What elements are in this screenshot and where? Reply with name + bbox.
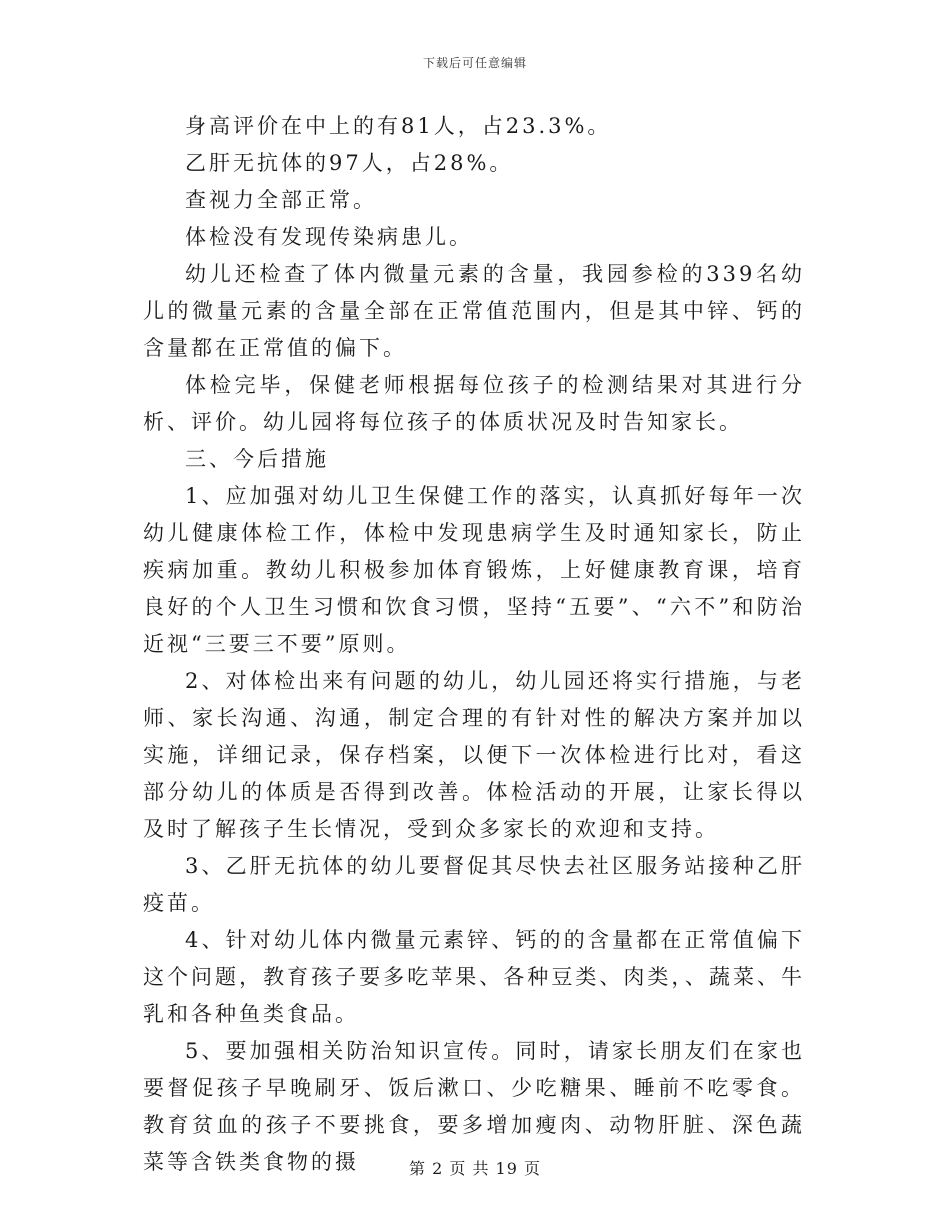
section-heading-future-measures: 三、今后措施 <box>185 447 329 471</box>
document-body <box>143 108 805 1181</box>
measure-item-1: 1、应加强对幼儿卫生保健工作的落实，认真抓好每年一次幼儿健康体检工作，体检中发现患病学生及时通知家长，防止疾病加重。教幼儿积极参加体育锻炼，上好健康教育课，培育良好的个人卫生习惯和饮食习惯，坚持“五要”、“六不”和防治近视“三要三不要”原则。 <box>143 484 805 656</box>
measure-item-3: 3、乙肝无抗体的幼儿要督促其尽快去社区服务站接种乙肝疫苗。 <box>143 854 805 915</box>
paragraph-analysis-evaluation: 体检完毕，保健老师根据每位孩子的检测结果对其进行分析、评价。幼儿园将每位孩子的体质状况及时告知家长。 <box>143 373 805 434</box>
paragraph-infectious-disease: 体检没有发现传染病患儿。 <box>185 225 473 249</box>
page-header: 下载后可任意编辑 <box>422 56 527 70</box>
measure-item-5: 5、要加强相关防治知识宣传。同时，请家长朋友们在家也要督促孩子早晚刷牙、饭后漱口、少吃糖果、睡前不吃零食。教育贫血的孩子不要挑食，要多增加瘦肉、动物肝脏、深色蔬菜等含铁类食物的摄 <box>143 1039 805 1174</box>
measure-item-4: 4、针对幼儿体内微量元素锌、钙的的含量都在正常值偏下这个问题，教育孩子要多吃苹果、各种豆类、肉类，、蔬菜、牛乳和各种鱼类食品。 <box>143 928 805 1026</box>
paragraph-trace-elements: 幼儿还检查了体内微量元素的含量，我园参检的339名幼儿的微量元素的含量全部在正常值范围内，但是其中锌、钙的含量都在正常值的偏下。 <box>143 262 805 360</box>
paragraph-hepatitis-b-antibody: 乙肝无抗体的97人，占28%。 <box>185 151 514 175</box>
measure-item-2: 2、对体检出来有问题的幼儿，幼儿园还将实行措施，与老师、家长沟通、沟通，制定合理的有针对性的解决方案并加以实施，详细记录，保存档案，以便下一次体检进行比对，看这部分幼儿的体质是否得到改善。体检活动的开展，让家长得以及时了解孩子生长情况，受到众多家长的欢迎和支持。 <box>143 669 805 841</box>
paragraph-height-evaluation: 身高评价在中上的有81人，占23.3%。 <box>185 114 612 138</box>
paragraph-vision-check: 查视力全部正常。 <box>185 188 377 212</box>
page-footer: 第 2 页 共 19 页 <box>409 1159 541 1178</box>
